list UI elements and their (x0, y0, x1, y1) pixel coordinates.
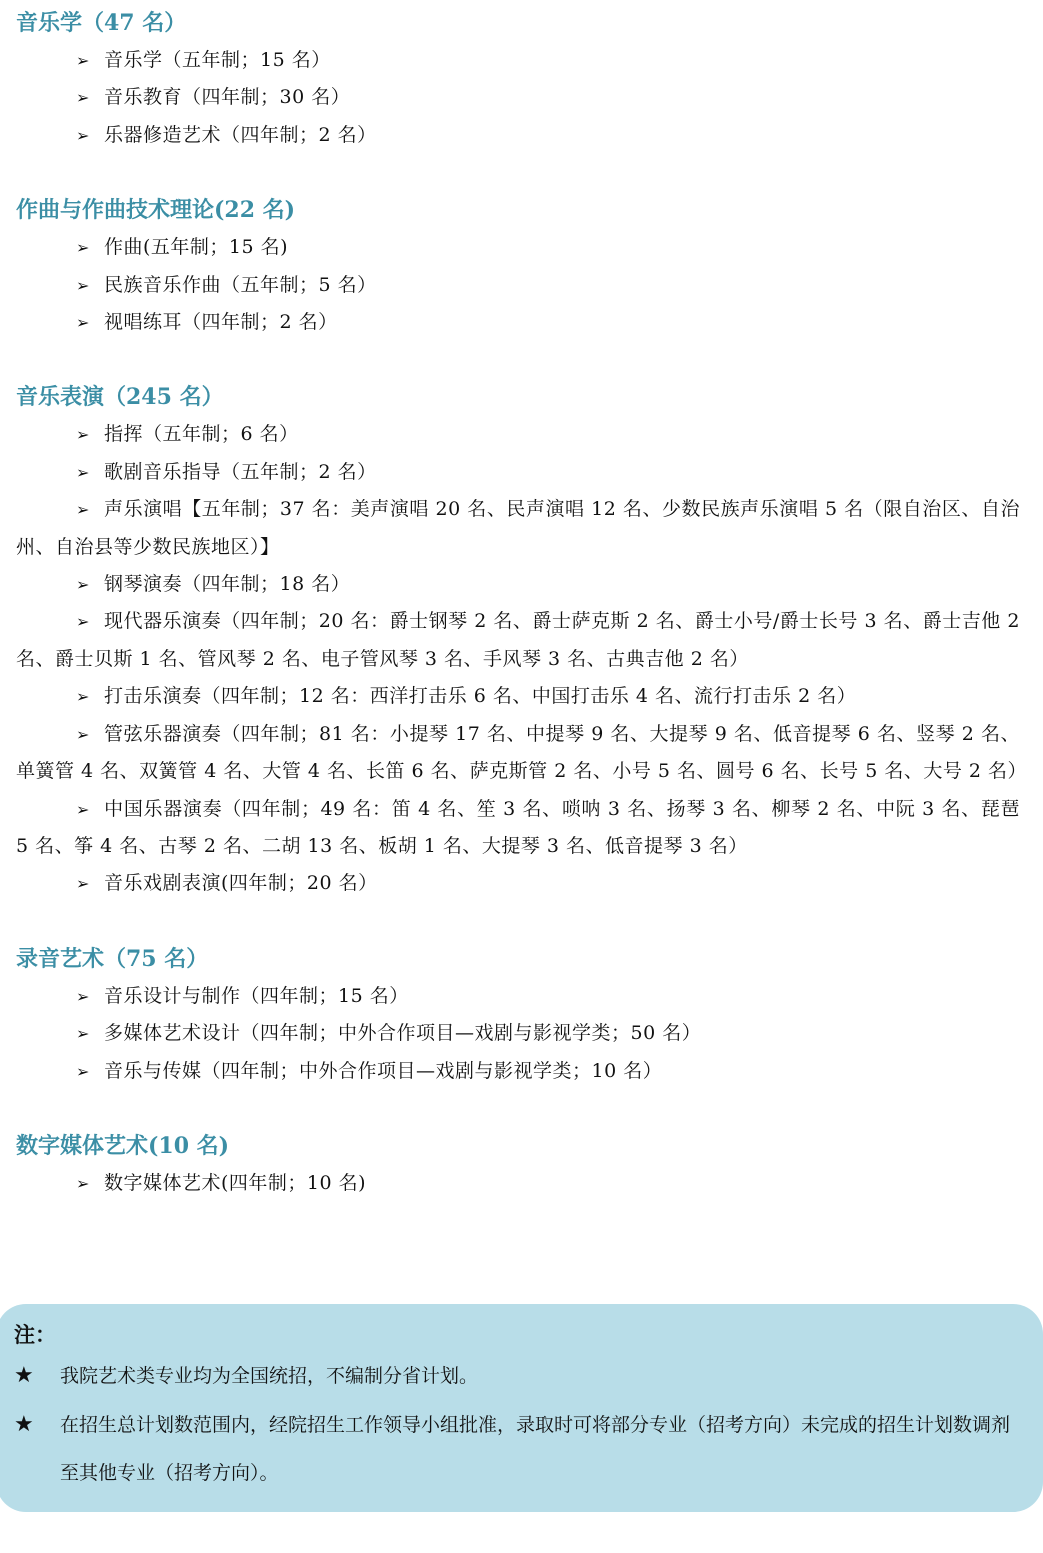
list-item (16, 117, 1020, 154)
list-item-text: 音乐设计与制作（四年制；15 名） (104, 984, 409, 1007)
arrow-bullet-icon: ➢ (76, 88, 90, 108)
arrow-bullet-icon: ➢ (76, 1173, 90, 1193)
list-item-text: 钢琴演奏（四年制；18 名） (104, 573, 351, 596)
section-spacer (16, 1090, 1020, 1128)
section-heading: 音乐学（47 名） (16, 10, 187, 36)
list-item-text: 中国乐器演奏（四年制；49 名：笛 4 名、笙 3 名、唢呐 3 名、扬琴 3 名、柳琴 2 名、中阮 3 名、琵琶 5 名、筝 4 名、古琴 2 名、二胡 13 名、板胡 1 名、大提琴 3 名、低音提琴 3 名） (16, 797, 1020, 857)
note-box (0, 1304, 1043, 1512)
list-item (16, 716, 1028, 791)
star-icon: ★ (14, 1363, 34, 1388)
list-item-text: 数字媒体艺术(四年制；10 名) (104, 1171, 367, 1194)
arrow-bullet-icon: ➢ (76, 1024, 90, 1044)
list-item (16, 79, 1020, 116)
list-item (16, 603, 1020, 678)
list-item (16, 678, 1020, 715)
list-item-text: 多媒体艺术设计（四年制；中外合作项目—戏剧与影视学类；50 名） (104, 1022, 702, 1045)
arrow-bullet-icon: ➢ (76, 687, 90, 707)
section-spacer (16, 903, 1020, 941)
note-item (14, 1401, 1024, 1497)
arrow-bullet-icon: ➢ (76, 724, 90, 744)
list-item (16, 978, 1020, 1015)
arrow-bullet-icon: ➢ (76, 575, 90, 595)
arrow-bullet-icon: ➢ (76, 425, 90, 445)
arrow-bullet-icon: ➢ (76, 612, 90, 632)
section-spacer (16, 154, 1020, 192)
list-item (16, 1165, 1020, 1202)
list-item (16, 1053, 1020, 1090)
list-item (16, 566, 1020, 603)
list-item-text: 视唱练耳（四年制；2 名） (104, 311, 338, 334)
arrow-bullet-icon: ➢ (76, 51, 90, 70)
star-icon: ★ (14, 1412, 34, 1437)
list-item-text: 管弦乐器演奏（四年制；81 名：小提琴 17 名、中提琴 9 名、大提琴 9 名、低音提琴 6 名、竖琴 2 名、单簧管 4 名、双簧管 4 名、大管 4 名、长笛 6 名、萨克斯管 2 名、小号 5 名、圆号 6 名、长号 5 名、大号 2 名） (16, 722, 1028, 783)
list-item (16, 416, 1020, 453)
list-item-text: 音乐戏剧表演(四年制；20 名） (104, 872, 378, 895)
list-item-text: 乐器修造艺术（四年制；2 名） (104, 123, 377, 146)
list-item (16, 865, 1020, 902)
section-heading: 数字媒体艺术(10 名) (16, 1132, 230, 1159)
list-item-text: 打击乐演奏（四年制；12 名：西洋打击乐 6 名、中国打击乐 4 名、流行打击乐 2 名） (104, 685, 857, 708)
enrollment-plan (16, 5, 1028, 1202)
list-item (16, 454, 1020, 491)
list-item-text: 作曲(五年制；15 名) (104, 236, 289, 259)
section-heading: 作曲与作曲技术理论(22 名) (16, 197, 296, 224)
note-text: 我院艺术类专业均为全国统招，不编制分省计划。 (60, 1365, 479, 1387)
arrow-bullet-icon: ➢ (76, 462, 90, 482)
section-heading: 音乐表演（245 名） (16, 384, 224, 411)
list-item (16, 267, 1020, 304)
arrow-bullet-icon: ➢ (76, 500, 90, 520)
list-item-text: 歌剧音乐指导（五年制；2 名） (104, 460, 377, 483)
list-item-text: 音乐学（五年制；15 名） (104, 49, 331, 71)
note-title: 注： (14, 1323, 56, 1347)
arrow-bullet-icon: ➢ (76, 125, 90, 145)
arrow-bullet-icon: ➢ (76, 313, 90, 333)
list-item-text: 音乐教育（四年制；30 名） (104, 86, 351, 109)
list-item-text: 音乐与传媒（四年制；中外合作项目—戏剧与影视学类；10 名） (104, 1059, 663, 1082)
arrow-bullet-icon: ➢ (76, 275, 90, 295)
list-item-text: 指挥（五年制；6 名） (104, 423, 299, 446)
note-item (14, 1352, 1024, 1400)
arrow-bullet-icon: ➢ (76, 238, 90, 258)
list-item (16, 791, 1020, 866)
arrow-bullet-icon: ➢ (76, 1061, 90, 1081)
list-item (16, 42, 1020, 79)
note-text: 在招生总计划数范围内，经院招生工作领导小组批准，录取时可将部分专业（招考方向）未完成的招生计划数调剂至其他专业（招考方向）。 (60, 1414, 1011, 1484)
list-item (16, 1015, 1020, 1052)
arrow-bullet-icon: ➢ (76, 986, 90, 1006)
list-item-text: 声乐演唱【五年制；37 名：美声演唱 20 名、民声演唱 12 名、少数民族声乐演唱 5 名（限自治区、自治州、自治县等少数民族地区）】 (16, 498, 1020, 558)
section-spacer (16, 341, 1020, 379)
section-heading: 录音艺术（75 名） (16, 945, 209, 972)
list-item (16, 229, 1020, 266)
list-item (16, 491, 1020, 566)
arrow-bullet-icon: ➢ (76, 799, 90, 819)
list-item (16, 304, 1020, 341)
arrow-bullet-icon: ➢ (76, 874, 90, 894)
list-item-text: 民族音乐作曲（五年制；5 名） (104, 273, 377, 296)
list-item-text: 现代器乐演奏（四年制；20 名：爵士钢琴 2 名、爵士萨克斯 2 名、爵士小号/爵士长号 3 名、爵士吉他 2 名、爵士贝斯 1 名、管风琴 2 名、电子管风琴 3 名、手风琴 3 名、古典吉他 2 名） (16, 610, 1020, 670)
